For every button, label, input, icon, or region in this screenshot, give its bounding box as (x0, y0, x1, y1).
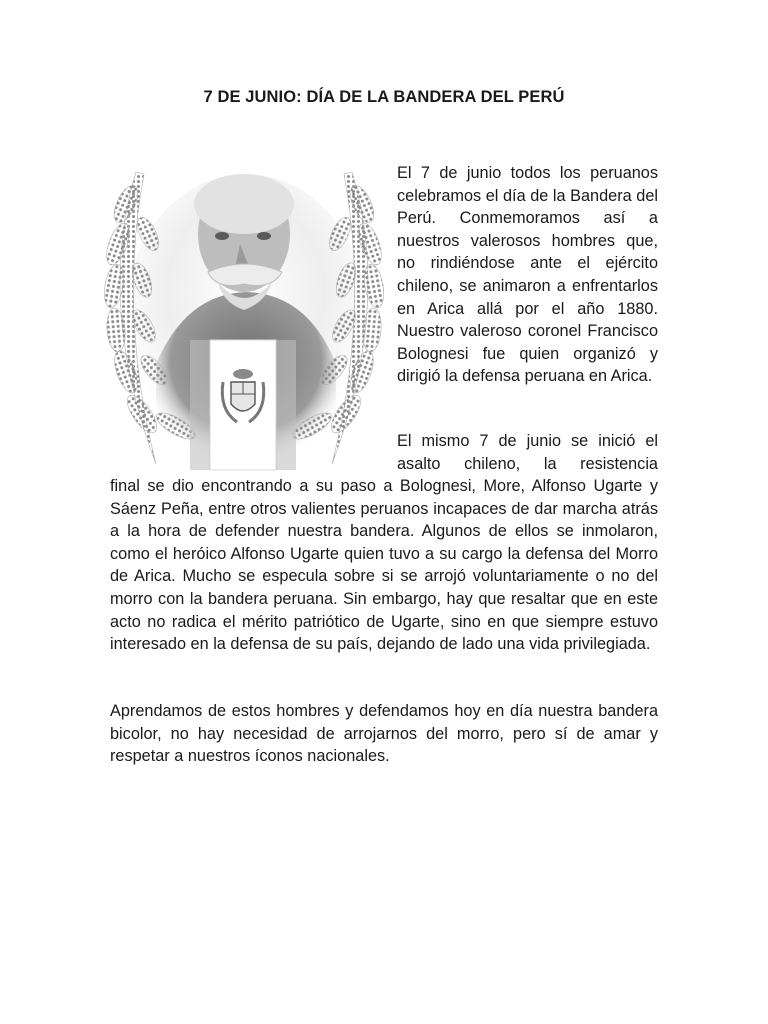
paragraph-2-rest: final se dio encontrando a su paso a Bolognesi, More, Alfonso Ugarte y Sáenz Peña, entre otros valientes peruanos incapaces de dar marcha atrás a la hora de defender nuestra bandera. Algunos de ellos se inmolaron, como el heróico Alfonso Ugarte quien tuvo a su cargo la defensa del Morro de Arica. Mucho se especula sobre si se arrojó voluntariamente o no del morro con la bandera peruana. Sin embargo, hay que resaltar que en este acto no radica el mérito patriótico de Ugarte, sino en que siempre estuvo interesado en la defensa de su país, dejando de lado una vida privilegiada. (110, 477, 658, 654)
paragraph-3: Aprendamos de estos hombres y defendamos hoy en día nuestra bandera bicolor, no hay necesidad de arrojarnos del morro, pero sí de amar y respetar a nuestros íconos nacionales. (110, 702, 658, 766)
paragraph-2-start: El mismo 7 de junio se inició el asalto chileno, la resistencia (397, 432, 658, 473)
paragraph-1: El 7 de junio todos los peruanos celebramos el día de la Bandera del Perú. Conmemoramos así a nuestros valerosos hombres que, no rindiéndose ante el ejército chileno, se animaron a enfrentarlos en Arica allá por el año 1880. Nuestro valeroso coronel Francisco Bolognesi fue quien organizó y dirigió la defensa peruana en Arica. (397, 164, 658, 386)
portrait-illustration (96, 164, 392, 472)
page-title: 7 DE JUNIO: DÍA DE LA BANDERA DEL PERÚ (203, 88, 565, 106)
